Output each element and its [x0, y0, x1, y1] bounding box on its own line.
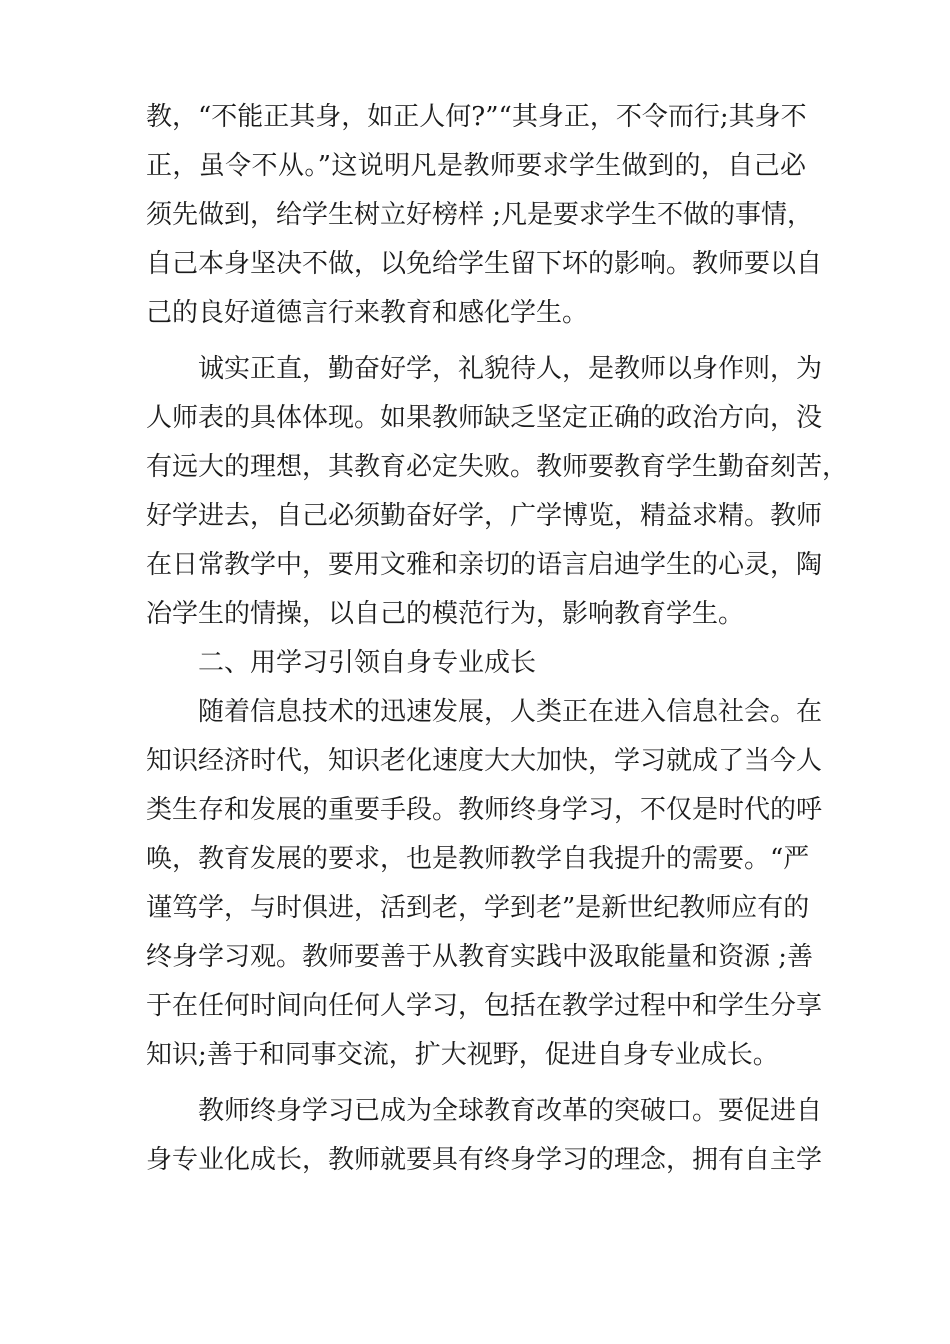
text-line: 在日常教学中，要用文雅和亲切的语言启迪学生的心灵，陶	[146, 550, 823, 580]
text-line: 自己本身坚决不做，以免给学生留下坏的影响。教师要以自	[146, 249, 823, 279]
text-line: 教，“不能正其身，如正人何?”“其身正，不令而行;其身不	[146, 102, 807, 132]
paragraph-1	[146, 93, 823, 338]
text-line: 终身学习观。教师要善于从教育实践中汲取能量和资源 ;善	[146, 942, 814, 972]
text-line: 己的良好道德言行来教育和感化学生。	[146, 298, 589, 328]
text-line: 类生存和发展的重要手段。教师终身学习，不仅是时代的呼	[146, 795, 823, 825]
text-line: 好学进去，自己必须勤奋好学，广学博览，精益求精。教师	[146, 501, 823, 531]
paragraph-gap	[146, 338, 806, 345]
heading-text: 二、用学习引领自身专业成长	[198, 648, 537, 678]
text-line: 正，虽令不从。”这说明凡是教师要求学生做到的，自己必	[146, 151, 806, 181]
section-heading	[146, 639, 806, 688]
paragraph-2	[146, 345, 849, 639]
text-line: 谨笃学，与时俱进，活到老，学到老”是新世纪教师应有的	[146, 893, 810, 923]
text-line: 冶学生的情操，以自己的模范行为，影响教育学生。	[146, 599, 745, 629]
text-line: 于在任何时间向任何人学习，包括在教学过程中和学生分享	[146, 991, 823, 1021]
text-line: 人师表的具体体现。如果教师缺乏坚定正确的政治方向，没	[146, 403, 823, 433]
text-line: 诚实正直，勤奋好学，礼貌待人，是教师以身作则，为	[198, 354, 823, 384]
text-line: 教师终身学习已成为全球教育改革的突破口。要促进自	[198, 1096, 823, 1126]
paragraph-gap	[146, 1080, 806, 1087]
text-line: 身专业化成长，教师就要具有终身学习的理念，拥有自主学	[146, 1145, 823, 1175]
paragraph-4	[146, 1087, 823, 1185]
text-line: 有远大的理想，其教育必定失败。教师要教育学生勤奋刻苦，	[146, 452, 849, 482]
text-line: 知识经济时代，知识老化速度大大加快，学习就成了当今人	[146, 746, 823, 776]
text-line: 随着信息技术的迅速发展，人类正在进入信息社会。在	[198, 697, 823, 727]
document-body	[146, 93, 849, 1185]
paragraph-3	[146, 688, 823, 1080]
text-line: 唤，教育发展的要求，也是教师教学自我提升的需要。“严	[146, 844, 810, 874]
text-line: 知识;善于和同事交流，扩大视野，促进自身专业成长。	[146, 1040, 779, 1070]
text-line: 须先做到，给学生树立好榜样 ;凡是要求学生不做的事情，	[146, 200, 814, 230]
